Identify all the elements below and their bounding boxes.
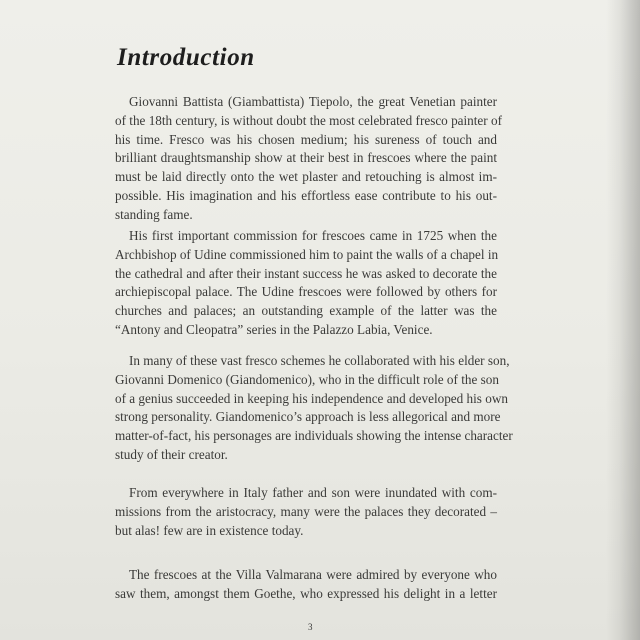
- text-line: matter-of-fact, his personages are individuals showing the intense character: [115, 428, 513, 444]
- text-line: archiepiscopal palace. The Udine frescoes were followed by others for: [115, 284, 497, 300]
- paragraph-4: [115, 484, 497, 540]
- page-number: 3: [308, 622, 313, 632]
- paragraph-5: [115, 566, 497, 604]
- text-line: possible. His imagination and his effortless ease contribute to his out-: [115, 187, 497, 203]
- text-line: study of their creator.: [115, 446, 228, 462]
- paragraph-3: [115, 352, 513, 465]
- text-line: but alas! few are in existence today.: [115, 522, 304, 538]
- text-line: must be laid directly onto the wet plaster and retouching is almost im-: [115, 169, 497, 185]
- text-line: Archbishop of Udine commissioned him to paint the walls of a chapel in: [115, 246, 499, 262]
- text-line: of a genius succeeded in keeping his independence and developed his own: [115, 390, 508, 406]
- text-line: standing fame.: [115, 206, 193, 222]
- text-line: From everywhere in Italy father and son were inundated with com-: [129, 485, 497, 500]
- paragraph-1: [115, 93, 502, 225]
- text-line: In many of these vast fresco schemes he collaborated with his elder son,: [129, 353, 510, 368]
- page-edge-shadow: [606, 0, 640, 640]
- text-line: The frescoes at the Villa Valmarana were admired by everyone who: [129, 567, 497, 582]
- text-line: saw them, amongst them Goethe, who expressed his delight in a letter: [115, 585, 497, 601]
- text-line: of the 18th century, is without doubt the most celebrated fresco painter of: [115, 112, 502, 128]
- text-line: missions from the aristocracy, many were the palaces they decorated –: [115, 503, 497, 519]
- text-line: His first important commission for frescoes came in 1725 when the: [129, 228, 497, 243]
- text-line: Giovanni Domenico (Giandomenico), who in the difficult role of the son: [115, 371, 499, 387]
- text-line: “Antony and Cleopatra” series in the Palazzo Labia, Venice.: [115, 321, 433, 337]
- text-line: brilliant draughtsmanship show at their best in frescoes where the paint: [115, 150, 497, 166]
- text-line: the cathedral and after their instant success he was asked to decorate the: [115, 265, 497, 281]
- text-line: strong personality. Giandomenico’s approach is less allegorical and more: [115, 409, 501, 425]
- page-title: Introduction: [117, 44, 255, 71]
- text-line: churches and palaces; an outstanding example of the latter was the: [115, 303, 497, 319]
- text-line: his time. Fresco was his chosen medium; his sureness of touch and: [115, 131, 497, 147]
- paragraph-2: [115, 227, 497, 340]
- text-line: Giovanni Battista (Giambattista) Tiepolo, the great Venetian painter: [129, 94, 497, 109]
